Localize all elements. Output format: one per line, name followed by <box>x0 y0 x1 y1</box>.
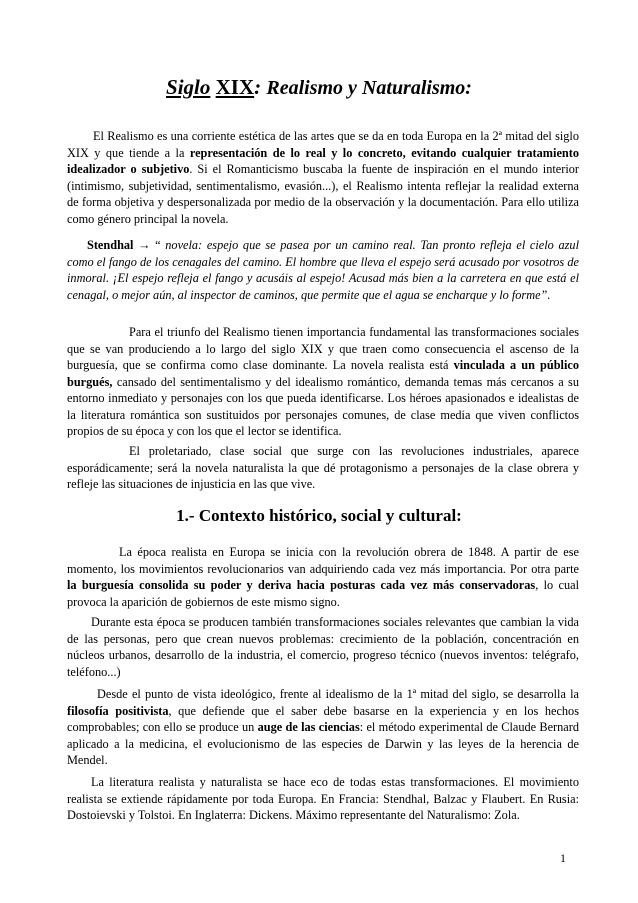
text-run: Durante esta época se producen también transformaciones sociales relevantes que cambian la vida de las personas, pero que crean nuevos problemas: crecimiento de la población, concentración en núcleos urbanos, desarrollo de la industria, el comercio, progreso técnico (nuevos inventos: telégrafo, teléfono...) <box>67 615 579 679</box>
section-heading: 1.- Contexto histórico, social y cultural: <box>176 506 462 525</box>
text-run: El Realismo es una corriente estética de las artes que se da en toda Europa en la 2ª mitad del siglo XIX y que tiende a la <box>67 129 579 160</box>
paragraph-proletariat <box>67 443 579 493</box>
page-title <box>0 74 638 101</box>
text-run: Para el triunfo del Realismo tienen importancia fundamental las transformaciones sociales que se van produciendo a lo largo del siglo XIX y que traen como consecuencia el ascenso de la burguesía, que se confirma como clase dominante. La novela realista está <box>67 325 579 372</box>
title-subject: Realismo y Naturalismo: <box>266 77 472 99</box>
quote-text: novela: espejo que se pasea por un camino real. Tan pronto refleja el cielo azul como el fango de los cenagales del camino. El hombre que lleva el espejo será acusado por vosotros de inmoral. ¡El espejo refleja el fango y acusáis al espejo! Acusad más bien a la carretera en que está el cenagal, o mejor aún, al inspector de caminos, que permite que el agua se encharque y lo forme”. <box>67 238 580 302</box>
text-run: La época realista en Europa se inicia con la revolución obrera de 1848. A partir de ese momento, los movimientos revolucionarios van adquiriendo cada vez más importancia. Por otra parte <box>67 545 579 576</box>
page-number: 1 <box>560 851 566 865</box>
text-run: cansado del sentimentalismo y del idealismo romántico, demanda temas más cercanos a su entorno inmediato y personajes con los que pueda identificarse. Los héroes apasionados e idealistas de la literatura romántica son sustituidos por personajes comunes, de clase media que viven conflictos propios de su época y con los que el lector se identifica. <box>67 374 579 438</box>
paragraph-historical-context <box>67 544 579 610</box>
text-run: : el método experimental de Claude Bernard aplicado a la medicina, el evolucionismo de las especies de Darwin y las leyes de la herencia de Mendel. <box>67 720 579 767</box>
arrow-symbol: → “ <box>133 238 166 252</box>
bold-run: vinculada a un público burgués, <box>67 358 580 389</box>
paragraph-stendhal-quote <box>67 237 579 303</box>
text-run: Desde el punto de vista ideológico, frente al idealismo de la 1ª mitad del siglo, se desarrolla la <box>97 687 579 701</box>
bold-run: representación de lo real y lo concreto, evitando cualquier tratamiento idealizador o subjetivo <box>67 145 579 176</box>
bold-run: filosofía positivista <box>67 703 169 718</box>
text-run: . Si el Romanticismo buscaba la fuente de inspiración en el mundo interior (intimismo, subjetividad, sentimentalismo, evasión...), el Realismo intenta reflejar la realidad externa de forma objetiva y despersonalizada por medio de la observación y la documentación. Para ello utiliza como género principal la novela. <box>67 162 579 226</box>
title-century: XIX <box>215 75 255 99</box>
paragraph-social-changes <box>67 614 579 680</box>
author-name: Stendhal <box>87 238 134 252</box>
title-colon: : <box>254 75 267 99</box>
text-run: La literatura realista y naturalista se hace eco de todas estas transformaciones. El movimiento realista se extiende rápidamente por toda Europa. En Francia: Stendhal, Balzac y Flaubert. En Rusia: Dostoievski y Tolstoi. En Inglaterra: Dickens. Máximo representante del Naturalismo: Zola. <box>67 775 579 822</box>
text-run: El proletariado, clase social que surge con las revoluciones industriales, aparece esporádicamente; será la novela naturalista la que dé protagonismo a personajes de la clase obrera y refleje las situaciones de injusticia en las que vive. <box>67 444 579 491</box>
paragraph-triumph-realism <box>67 324 579 440</box>
bold-run: la burguesía consolida su poder y deriva hacia posturas cada vez más conservadoras <box>67 578 536 592</box>
title-word-siglo: Siglo <box>166 75 211 99</box>
paragraph-ideology <box>67 686 579 769</box>
paragraph-literature-authors <box>67 774 579 824</box>
paragraph-realism-definition <box>67 128 579 227</box>
bold-run: auge de las ciencias <box>257 720 360 734</box>
text-run: , lo cual provoca la aparición de gobiernos de este mismo signo. <box>67 578 579 609</box>
text-run: , que defiende que el saber debe basarse en la experiencia y en los hechos comprobables; con ello se produce un <box>67 703 579 734</box>
